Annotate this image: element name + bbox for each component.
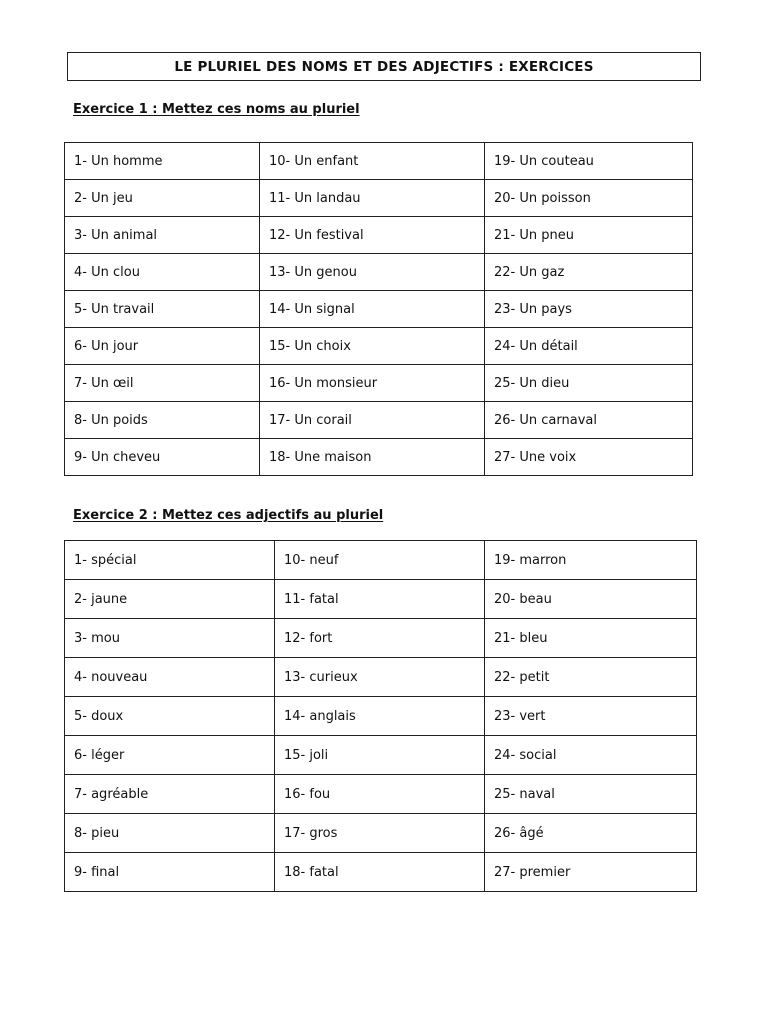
- table-cell: 10- neuf: [275, 541, 485, 580]
- table-cell: 2- jaune: [65, 580, 275, 619]
- table-row: [65, 580, 697, 619]
- table-cell: 5- Un travail: [65, 291, 260, 328]
- table-cell: 6- Un jour: [65, 328, 260, 365]
- table-cell: 25- naval: [485, 775, 697, 814]
- table-cell: 20- beau: [485, 580, 697, 619]
- table-cell: 7- Un œil: [65, 365, 260, 402]
- table-cell: 9- final: [65, 853, 275, 892]
- table-cell: 16- fou: [275, 775, 485, 814]
- table-cell: 6- léger: [65, 736, 275, 775]
- table-cell: 4- nouveau: [65, 658, 275, 697]
- table-row: [65, 365, 693, 402]
- table-cell: 15- joli: [275, 736, 485, 775]
- table-cell: 22- Un gaz: [485, 254, 693, 291]
- table-row: [65, 439, 693, 476]
- table-cell: 9- Un cheveu: [65, 439, 260, 476]
- table-cell: 24- Un détail: [485, 328, 693, 365]
- table-row: [65, 291, 693, 328]
- table-cell: 25- Un dieu: [485, 365, 693, 402]
- table-row: [65, 619, 697, 658]
- page-title-text: LE PLURIEL DES NOMS ET DES ADJECTIFS : EXERCICES: [174, 58, 594, 75]
- table-cell: 17- Un corail: [260, 402, 485, 439]
- table-cell: 16- Un monsieur: [260, 365, 485, 402]
- table-cell: 22- petit: [485, 658, 697, 697]
- page-title: [67, 52, 701, 81]
- table-cell: 11- fatal: [275, 580, 485, 619]
- table-cell: 18- fatal: [275, 853, 485, 892]
- table-cell: 11- Un landau: [260, 180, 485, 217]
- table-cell: 27- Une voix: [485, 439, 693, 476]
- table-cell: 3- Un animal: [65, 217, 260, 254]
- table-row: [65, 541, 697, 580]
- exercise-1-table: [64, 142, 693, 476]
- table-row: [65, 328, 693, 365]
- table-cell: 19- Un couteau: [485, 143, 693, 180]
- table-cell: 4- Un clou: [65, 254, 260, 291]
- table-cell: 15- Un choix: [260, 328, 485, 365]
- exercise-2-heading: Exercice 2 : Mettez ces adjectifs au pluriel: [73, 508, 384, 523]
- table-cell: 3- mou: [65, 619, 275, 658]
- table-cell: 21- bleu: [485, 619, 697, 658]
- table-cell: 8- Un poids: [65, 402, 260, 439]
- table-row: [65, 180, 693, 217]
- table-cell: 13- curieux: [275, 658, 485, 697]
- table-cell: 14- Un signal: [260, 291, 485, 328]
- table-cell: 10- Un enfant: [260, 143, 485, 180]
- table-cell: 24- social: [485, 736, 697, 775]
- table-cell: 23- Un pays: [485, 291, 693, 328]
- table-cell: 12- fort: [275, 619, 485, 658]
- table-cell: 1- Un homme: [65, 143, 260, 180]
- exercise-2-table: [64, 540, 697, 892]
- table-row: [65, 736, 697, 775]
- table-cell: 18- Une maison: [260, 439, 485, 476]
- table-row: [65, 254, 693, 291]
- table-cell: 26- Un carnaval: [485, 402, 693, 439]
- table-cell: 27- premier: [485, 853, 697, 892]
- table-row: [65, 402, 693, 439]
- table-cell: 13- Un genou: [260, 254, 485, 291]
- table-cell: 12- Un festival: [260, 217, 485, 254]
- table-cell: 7- agréable: [65, 775, 275, 814]
- table-row: [65, 217, 693, 254]
- table-cell: 1- spécial: [65, 541, 275, 580]
- table-row: [65, 775, 697, 814]
- table-row: [65, 143, 693, 180]
- table-row: [65, 697, 697, 736]
- table-cell: 17- gros: [275, 814, 485, 853]
- table-cell: 5- doux: [65, 697, 275, 736]
- table-cell: 20- Un poisson: [485, 180, 693, 217]
- table-row: [65, 658, 697, 697]
- table-cell: 21- Un pneu: [485, 217, 693, 254]
- table-cell: 19- marron: [485, 541, 697, 580]
- table-cell: 8- pieu: [65, 814, 275, 853]
- table-cell: 14- anglais: [275, 697, 485, 736]
- table-cell: 26- âgé: [485, 814, 697, 853]
- table-cell: 2- Un jeu: [65, 180, 260, 217]
- table-row: [65, 814, 697, 853]
- table-row: [65, 853, 697, 892]
- table-cell: 23- vert: [485, 697, 697, 736]
- exercise-1-heading: Exercice 1 : Mettez ces noms au pluriel: [73, 102, 360, 117]
